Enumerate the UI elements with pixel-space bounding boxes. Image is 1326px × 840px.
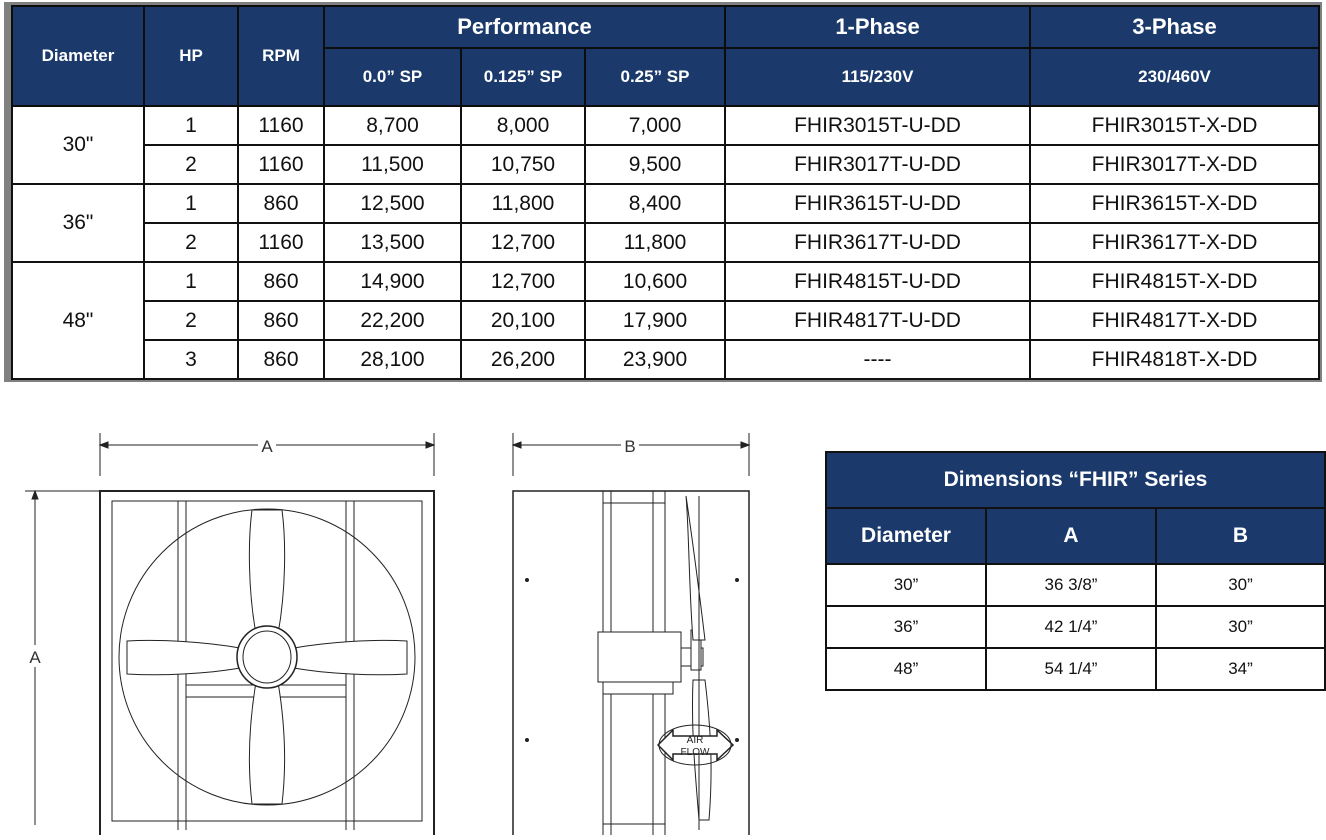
header-rpm: RPM bbox=[238, 6, 324, 106]
dimensions-a-cell: 36 3/8” bbox=[986, 564, 1156, 606]
cfm-025-cell: 11,800 bbox=[585, 223, 725, 262]
front-view-svg bbox=[20, 430, 450, 835]
dimensions-table bbox=[825, 451, 1326, 691]
cfm-025-cell: 8,400 bbox=[585, 184, 725, 223]
dimensions-diameter-cell: 48” bbox=[826, 648, 986, 690]
dimensions-b-cell: 30” bbox=[1156, 564, 1325, 606]
header-sp-0125: 0.125” SP bbox=[461, 48, 585, 106]
rpm-cell: 860 bbox=[238, 262, 324, 301]
table-row bbox=[12, 145, 1319, 184]
cfm-0-cell: 14,900 bbox=[324, 262, 461, 301]
cfm-0125-cell: 12,700 bbox=[461, 262, 585, 301]
model-1-phase-cell: FHIR3017T-U-DD bbox=[725, 145, 1030, 184]
dimensions-diameter-cell: 30” bbox=[826, 564, 986, 606]
performance-table-frame bbox=[4, 2, 1322, 382]
cfm-0125-cell: 26,200 bbox=[461, 340, 585, 379]
header-voltage-3-phase: 230/460V bbox=[1030, 48, 1319, 106]
dimensions-a-cell: 42 1/4” bbox=[986, 606, 1156, 648]
rpm-cell: 1160 bbox=[238, 145, 324, 184]
cfm-025-cell: 23,900 bbox=[585, 340, 725, 379]
cfm-0-cell: 22,200 bbox=[324, 301, 461, 340]
side-view-svg bbox=[505, 430, 755, 835]
model-3-phase-cell: FHIR3617T-X-DD bbox=[1030, 223, 1319, 262]
dimensions-b-cell: 30” bbox=[1156, 606, 1325, 648]
rpm-cell: 860 bbox=[238, 184, 324, 223]
model-1-phase-cell: ---- bbox=[725, 340, 1030, 379]
table-row bbox=[12, 262, 1319, 301]
cfm-0-cell: 11,500 bbox=[324, 145, 461, 184]
front-view-drawing bbox=[20, 430, 450, 835]
rpm-cell: 1160 bbox=[238, 106, 324, 145]
dimensions-header-a: A bbox=[986, 508, 1156, 564]
dimensions-diameter-cell: 36” bbox=[826, 606, 986, 648]
hp-cell: 2 bbox=[144, 145, 238, 184]
model-3-phase-cell: FHIR3017T-X-DD bbox=[1030, 145, 1319, 184]
cfm-0125-cell: 10,750 bbox=[461, 145, 585, 184]
cfm-0-cell: 12,500 bbox=[324, 184, 461, 223]
diameter-cell: 36" bbox=[12, 184, 144, 262]
dimension-a-height-label: A bbox=[29, 648, 41, 667]
table-row bbox=[12, 223, 1319, 262]
model-1-phase-cell: FHIR3015T-U-DD bbox=[725, 106, 1030, 145]
hp-cell: 3 bbox=[144, 340, 238, 379]
hp-cell: 1 bbox=[144, 106, 238, 145]
cfm-025-cell: 10,600 bbox=[585, 262, 725, 301]
dimension-a-width-label: A bbox=[261, 437, 273, 456]
cfm-0-cell: 13,500 bbox=[324, 223, 461, 262]
model-3-phase-cell: FHIR4815T-X-DD bbox=[1030, 262, 1319, 301]
dimension-b-label: B bbox=[624, 437, 636, 456]
dimensions-title: Dimensions “FHIR” Series bbox=[826, 452, 1325, 508]
model-3-phase-cell: FHIR3615T-X-DD bbox=[1030, 184, 1319, 223]
side-view-drawing bbox=[505, 430, 755, 835]
cfm-0125-cell: 11,800 bbox=[461, 184, 585, 223]
dimensions-header-b: B bbox=[1156, 508, 1325, 564]
diameter-cell: 30" bbox=[12, 106, 144, 184]
rpm-cell: 860 bbox=[238, 340, 324, 379]
header-sp-0: 0.0” SP bbox=[324, 48, 461, 106]
header-voltage-1-phase: 115/230V bbox=[725, 48, 1030, 106]
cfm-0-cell: 8,700 bbox=[324, 106, 461, 145]
model-1-phase-cell: FHIR3615T-U-DD bbox=[725, 184, 1030, 223]
diameter-cell: 48" bbox=[12, 262, 144, 379]
header-diameter: Diameter bbox=[12, 6, 144, 106]
model-1-phase-cell: FHIR3617T-U-DD bbox=[725, 223, 1030, 262]
model-3-phase-cell: FHIR4817T-X-DD bbox=[1030, 301, 1319, 340]
cfm-0125-cell: 20,100 bbox=[461, 301, 585, 340]
dimensions-row bbox=[826, 648, 1325, 690]
header-hp: HP bbox=[144, 6, 238, 106]
header-sp-025: 0.25” SP bbox=[585, 48, 725, 106]
model-3-phase-cell: FHIR4818T-X-DD bbox=[1030, 340, 1319, 379]
table-row bbox=[12, 106, 1319, 145]
cfm-0125-cell: 12,700 bbox=[461, 223, 585, 262]
model-3-phase-cell: FHIR3015T-X-DD bbox=[1030, 106, 1319, 145]
header-3-phase: 3-Phase bbox=[1030, 6, 1319, 48]
rpm-cell: 1160 bbox=[238, 223, 324, 262]
cfm-025-cell: 9,500 bbox=[585, 145, 725, 184]
performance-table bbox=[11, 5, 1320, 380]
model-1-phase-cell: FHIR4817T-U-DD bbox=[725, 301, 1030, 340]
dimensions-b-cell: 34” bbox=[1156, 648, 1325, 690]
model-1-phase-cell: FHIR4815T-U-DD bbox=[725, 262, 1030, 301]
flow-label: FLOW bbox=[680, 747, 710, 758]
header-1-phase: 1-Phase bbox=[725, 6, 1030, 48]
dimensions-header-diameter: Diameter bbox=[826, 508, 986, 564]
hp-cell: 2 bbox=[144, 301, 238, 340]
cfm-025-cell: 7,000 bbox=[585, 106, 725, 145]
cfm-0125-cell: 8,000 bbox=[461, 106, 585, 145]
dimensions-row bbox=[826, 606, 1325, 648]
hp-cell: 1 bbox=[144, 262, 238, 301]
header-performance: Performance bbox=[324, 6, 725, 48]
cfm-0-cell: 28,100 bbox=[324, 340, 461, 379]
rpm-cell: 860 bbox=[238, 301, 324, 340]
hp-cell: 1 bbox=[144, 184, 238, 223]
dimensions-a-cell: 54 1/4” bbox=[986, 648, 1156, 690]
table-row bbox=[12, 301, 1319, 340]
air-label: AIR bbox=[686, 735, 704, 746]
table-row bbox=[12, 340, 1319, 379]
dimensions-row bbox=[826, 564, 1325, 606]
hp-cell: 2 bbox=[144, 223, 238, 262]
table-row bbox=[12, 184, 1319, 223]
cfm-025-cell: 17,900 bbox=[585, 301, 725, 340]
